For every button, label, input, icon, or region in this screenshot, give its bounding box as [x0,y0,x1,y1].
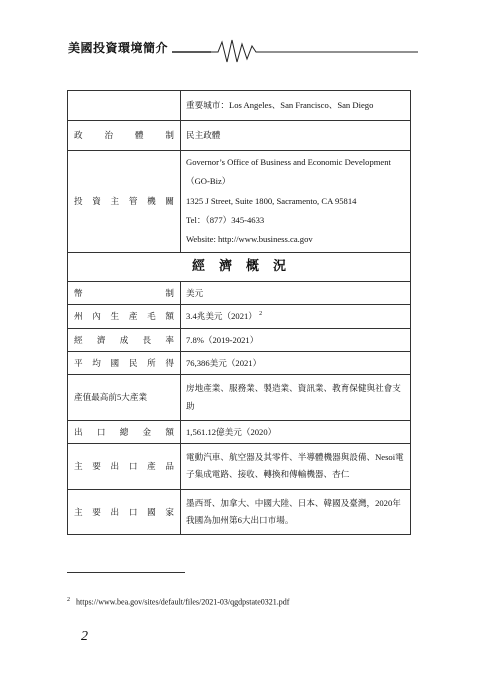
row-value-gdp [181,305,411,328]
agency-website-line: Website: http://www.business.ca.gov [186,234,313,245]
footnote-text: https://www.bea.gov/sites/default/files/2021-03/qgdpstate0321.pdf [76,597,290,607]
row-label-empty [68,91,181,121]
footnote-ref: 2 [259,311,263,318]
footnote-divider [67,572,185,573]
agency-address-line: 1325 J Street, Suite 1800, Sacramento, CA 95814 [186,195,357,206]
row-label-export-products: 主要出口產品 [68,444,181,489]
row-value-top-industries: 房地產業、服務業、製造業、資訊業、教育保健與社會支助 [181,375,411,420]
row-value-export-total: 1,561.12億美元（2020） [181,420,411,443]
row-value-currency: 美元 [181,281,411,304]
info-table [67,90,411,535]
row-label-top-industries: 產值最高前5大產業 [68,375,181,420]
section-row [68,252,411,281]
row-value-growth-rate: 7.8%（2019-2021） [181,328,411,351]
row-value-income: 76,386美元（2021） [181,352,411,375]
row-label-gdp: 州內生產毛額 [68,305,181,328]
table-row [68,121,411,151]
table-row [68,91,411,121]
row-value-cities: 重要城市：Los Angeles、San Francisco、San Diego [181,91,411,121]
agency-tel-line: Tel：（877）345-4633 [186,214,265,225]
page-header [68,36,418,64]
row-value-export-products: 電動汽車、航空器及其零件、半導體機器與設備、Nesoi電子集成電路、接收、轉換和傳輸機器、杏仁 [181,444,411,489]
table-row [68,352,411,375]
agency-abbr-line: （GO-Biz） [186,176,231,187]
row-value-export-countries: 墨西哥、加拿大、中國大陸、日本、韓國及臺灣，2020年我國為加州第6大出口市場。 [181,489,411,534]
section-title: 經濟概況 [68,252,411,281]
table-row [68,375,411,420]
agency-name-line: Governor’s Office of Business and Economic Development [186,157,391,167]
row-label-investment-agency: 投資主管機關 [68,151,181,253]
page-number: 2 [81,629,88,644]
table-row [68,151,411,253]
table-row [68,489,411,534]
row-value-political-system: 民主政體 [181,121,411,151]
row-label-currency: 幣制 [68,281,181,304]
row-value-investment-agency [181,151,411,253]
footnote-number: 2 [67,597,70,603]
table-row [68,305,411,328]
table-row [68,420,411,443]
row-label-political-system: 政治體制 [68,121,181,151]
row-label-growth-rate: 經濟成長率 [68,328,181,351]
row-label-export-countries: 主要出口國家 [68,489,181,534]
header-title: 美國投資環境簡介 [68,39,172,56]
table-row [68,328,411,351]
row-label-export-total: 出口總金額 [68,420,181,443]
table-row [68,444,411,489]
footnote [67,597,289,607]
table-row [68,281,411,304]
gdp-value: 3.4兆美元（2021） [186,311,257,322]
row-label-income: 平均國民所得 [68,352,181,375]
